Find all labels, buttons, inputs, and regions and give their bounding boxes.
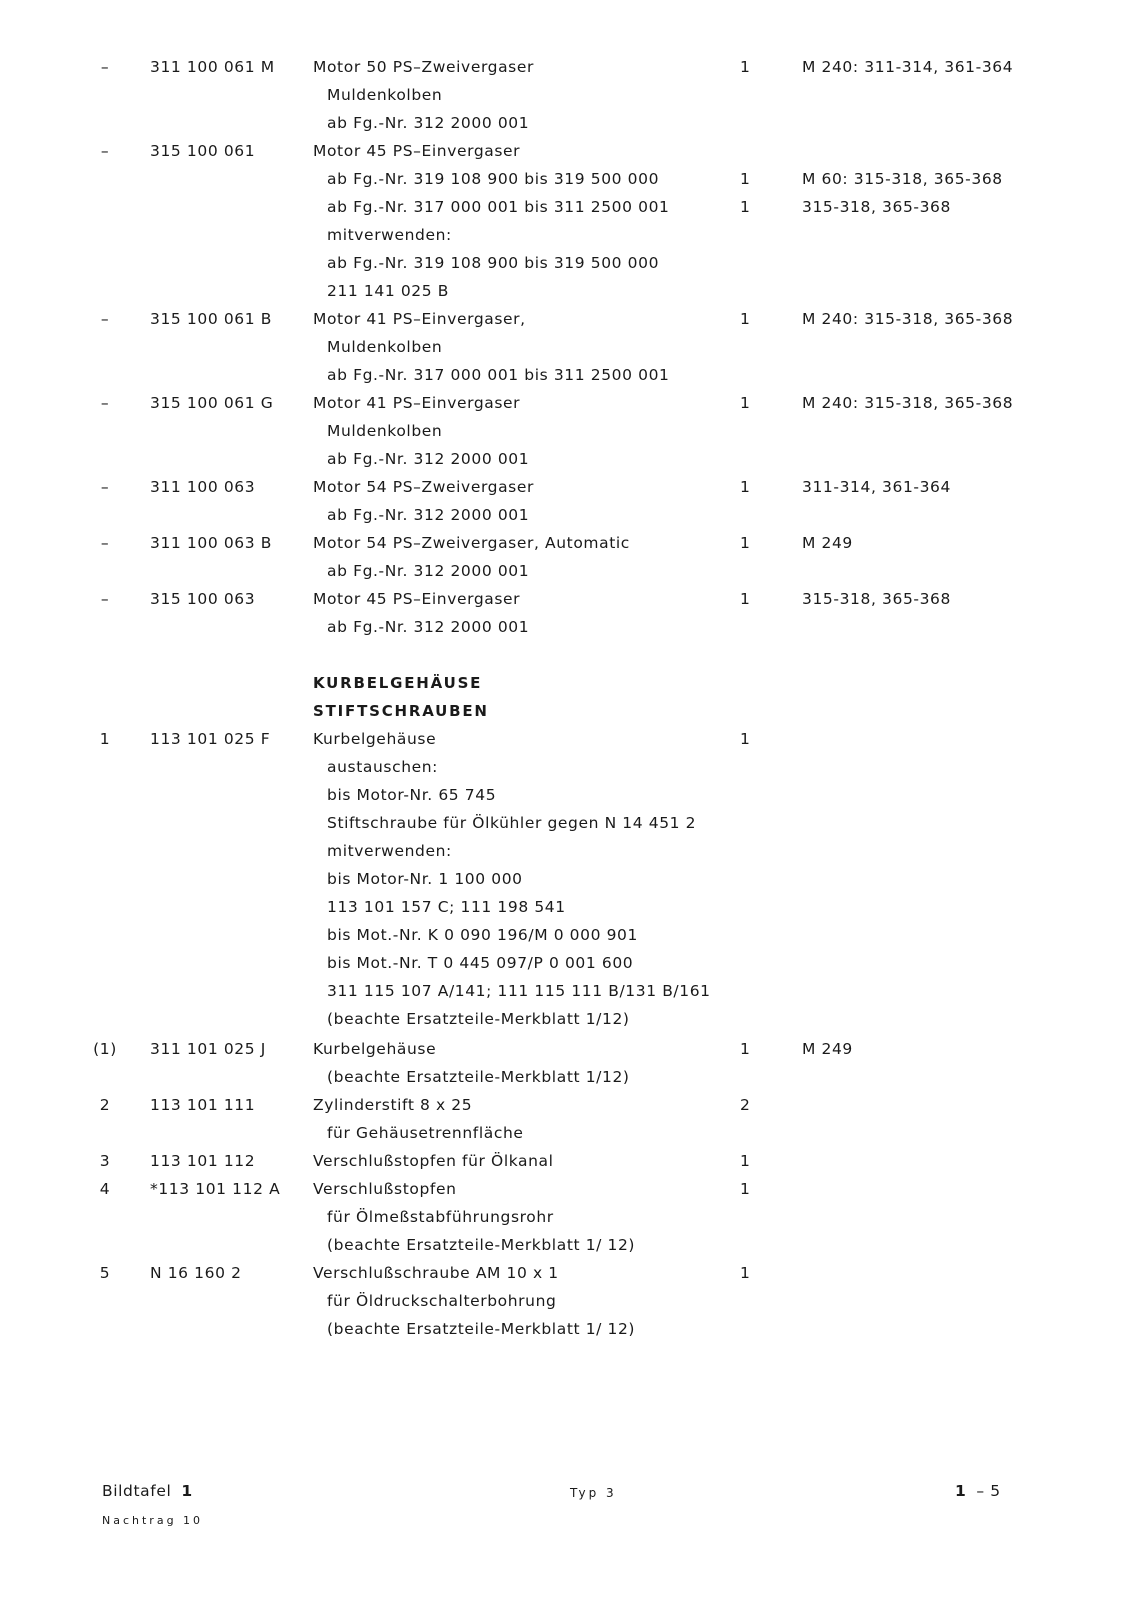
table-row [0,366,1133,392]
table-row [0,1236,1133,1262]
table-row [0,562,1133,588]
table-row [0,142,1133,168]
application: 315-318, 365-368 [802,590,951,608]
description: für Öldruckschalterbohrung [327,1292,557,1310]
quantity: 1 [740,58,751,76]
description: 211 141 025 B [327,282,449,300]
section-heading: KURBELGEHÄUSE [313,674,483,692]
table-row [0,254,1133,280]
quantity: 1 [740,730,751,748]
application: 311-314, 361-364 [802,478,951,496]
description: bis Mot.-Nr. K 0 090 196/M 0 000 901 [327,926,638,944]
table-row [0,226,1133,252]
position-number: 5 [99,1264,111,1282]
part-number: 113 101 112 [150,1152,256,1170]
page-minor: – 5 [976,1482,1001,1500]
table-row [0,1292,1133,1318]
part-number: 315 100 061 B [150,310,272,328]
table-row [0,618,1133,644]
position-number: – [100,310,110,328]
description: ab Fg.-Nr. 312 2000 001 [327,618,530,636]
description: Zylinderstift 8 x 25 [313,1096,473,1114]
description: Motor 41 PS–Einvergaser, [313,310,526,328]
description: Kurbelgehäuse [313,730,437,748]
description: ab Fg.-Nr. 312 2000 001 [327,450,530,468]
table-row [0,1096,1133,1122]
application: M 60: 315-318, 365-368 [802,170,1003,188]
table-row [0,394,1133,420]
table-row [0,170,1133,196]
position-number: – [100,590,110,608]
description: (beachte Ersatzteile-Merkblatt 1/ 12) [327,1320,636,1338]
description: bis Mot.-Nr. T 0 445 097/P 0 001 600 [327,954,634,972]
position-number: 3 [99,1152,111,1170]
part-number: 315 100 061 [150,142,256,160]
application: M 249 [802,534,853,552]
table-row [0,1320,1133,1346]
bildtafel-label: Bildtafel [102,1482,172,1500]
part-number: 315 100 063 [150,590,256,608]
table-row [0,534,1133,560]
position-number: 2 [99,1096,111,1114]
quantity: 2 [740,1096,751,1114]
description: ab Fg.-Nr. 317 000 001 bis 311 2500 001 [327,366,670,384]
table-row [0,1010,1133,1036]
description: Verschlußstopfen für Ölkanal [313,1152,554,1170]
part-number: N 16 160 2 [150,1264,242,1282]
table-row [0,870,1133,896]
quantity: 1 [740,170,751,188]
table-row [0,842,1133,868]
description: ab Fg.-Nr. 312 2000 001 [327,114,530,132]
position-number: 4 [99,1180,111,1198]
description: Kurbelgehäuse [313,1040,437,1058]
section-heading-row [0,674,1133,700]
footer-bildtafel [102,1482,193,1500]
description: ab Fg.-Nr. 319 108 900 bis 319 500 000 [327,170,660,188]
page-number [955,1482,1001,1500]
description: Motor 45 PS–Einvergaser [313,590,521,608]
position-number: 1 [99,730,111,748]
table-row [0,1152,1133,1178]
table-row [0,1180,1133,1206]
table-row [0,1208,1133,1234]
table-row [0,422,1133,448]
application: M 249 [802,1040,853,1058]
application: 315-318, 365-368 [802,198,951,216]
position-number: – [100,394,110,412]
table-row [0,58,1133,84]
table-row [0,982,1133,1008]
position-number: – [100,58,110,76]
table-row [0,786,1133,812]
description: ab Fg.-Nr. 317 000 001 bis 311 2500 001 [327,198,670,216]
application: M 240: 311-314, 361-364 [802,58,1014,76]
table-row [0,926,1133,952]
table-row [0,590,1133,616]
table-row [0,282,1133,308]
description: ab Fg.-Nr. 312 2000 001 [327,506,530,524]
footer-typ: Typ 3 [570,1486,617,1500]
table-row [0,814,1133,840]
description: Muldenkolben [327,86,443,104]
table-row [0,338,1133,364]
quantity: 1 [740,310,751,328]
section-heading-row [0,702,1133,728]
quantity: 1 [740,478,751,496]
table-row [0,1124,1133,1150]
description: Stiftschraube für Ölkühler gegen N 14 451 2 [327,814,697,832]
table-row [0,954,1133,980]
description: Motor 41 PS–Einvergaser [313,394,521,412]
table-row [0,1040,1133,1066]
description: (beachte Ersatzteile-Merkblatt 1/12) [327,1068,630,1086]
description: für Gehäusetrennfläche [327,1124,524,1142]
description: Muldenkolben [327,338,443,356]
section-heading: STIFTSCHRAUBEN [313,702,489,720]
part-number: 311 100 063 B [150,534,272,552]
table-row [0,730,1133,756]
quantity: 1 [740,394,751,412]
table-row [0,758,1133,784]
description: Verschlußschraube AM 10 x 1 [313,1264,559,1282]
description: bis Motor-Nr. 65 745 [327,786,497,804]
position-number: – [100,142,110,160]
quantity: 1 [740,1264,751,1282]
footer-nachtrag: Nachtrag 10 [102,1514,204,1527]
application: M 240: 315-318, 365-368 [802,310,1014,328]
description: für Ölmeßstabführungsrohr [327,1208,554,1226]
part-number: 315 100 061 G [150,394,274,412]
part-number: *113 101 112 A [150,1180,281,1198]
description: ab Fg.-Nr. 319 108 900 bis 319 500 000 [327,254,660,272]
description: (beachte Ersatzteile-Merkblatt 1/ 12) [327,1236,636,1254]
part-number: 113 101 025 F [150,730,271,748]
application: M 240: 315-318, 365-368 [802,394,1014,412]
quantity: 1 [740,1040,751,1058]
description: Motor 54 PS–Zweivergaser [313,478,534,496]
quantity: 1 [740,1152,751,1170]
description: 113 101 157 C; 111 198 541 [327,898,566,916]
table-row [0,310,1133,336]
table-row [0,506,1133,532]
description: mitverwenden: [327,226,452,244]
part-number: 113 101 111 [150,1096,256,1114]
description: Motor 54 PS–Zweivergaser, Automatic [313,534,630,552]
description: Motor 50 PS–Zweivergaser [313,58,534,76]
table-row [0,198,1133,224]
quantity: 1 [740,1180,751,1198]
description: mitverwenden: [327,842,452,860]
bildtafel-number: 1 [181,1482,193,1500]
quantity: 1 [740,534,751,552]
description: 311 115 107 A/141; 111 115 111 B/131 B/161 [327,982,711,1000]
description: (beachte Ersatzteile-Merkblatt 1/12) [327,1010,630,1028]
page-major: 1 [955,1482,967,1500]
position-number: – [100,534,110,552]
part-number: 311 101 025 J [150,1040,266,1058]
position-number: – [100,478,110,496]
quantity: 1 [740,590,751,608]
table-row [0,114,1133,140]
description: Verschlußstopfen [313,1180,457,1198]
table-row [0,1068,1133,1094]
quantity: 1 [740,198,751,216]
description: bis Motor-Nr. 1 100 000 [327,870,523,888]
table-row [0,1264,1133,1290]
part-number: 311 100 061 M [150,58,275,76]
description: Motor 45 PS–Einvergaser [313,142,521,160]
description: ab Fg.-Nr. 312 2000 001 [327,562,530,580]
description: austauschen: [327,758,438,776]
description: Muldenkolben [327,422,443,440]
table-row [0,450,1133,476]
table-row [0,898,1133,924]
part-number: 311 100 063 [150,478,256,496]
table-row [0,86,1133,112]
table-row [0,478,1133,504]
position-number: (1) [93,1040,117,1058]
